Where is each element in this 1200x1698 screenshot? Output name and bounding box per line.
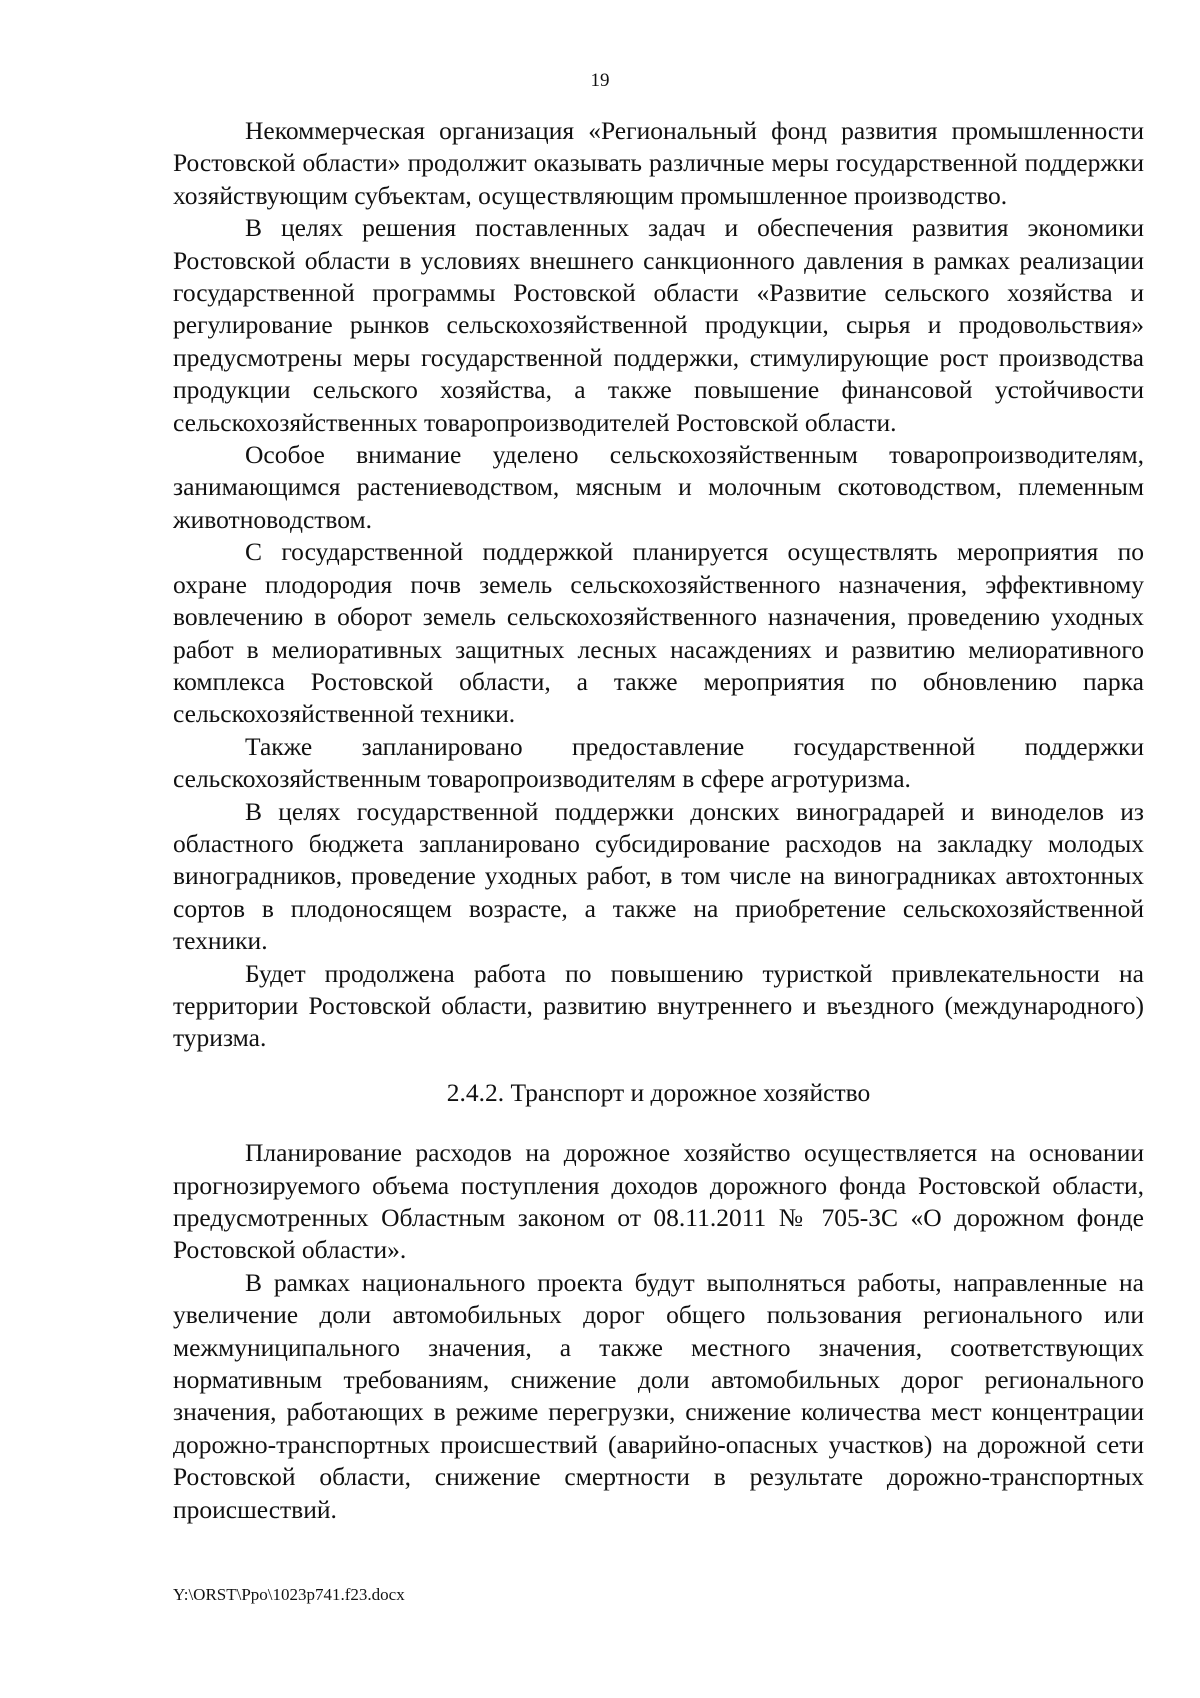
paragraph-road-fund: Планирование расходов на дорожное хозяйство осуществляется на основании прогнозируемого объема поступления доходов дорожного фонда Ростовской области, предусмотренных Областным законом от 08.11.2011 № 705-ЗС «О дорожном фонде Ростовской области». — [173, 1138, 1144, 1265]
paragraph-agrotourism: Также запланировано предоставление государственной поддержки сельскохозяйственным товаропроизводителям в сфере агротуризма. — [173, 731, 1144, 794]
paragraph-land-measures: С государственной поддержкой планируется осуществлять мероприятия по охране плодородия почв земель сельскохозяйственного назначения, эффективному вовлечению в оборот земель сельскохозяйственного назначения, проведению уходных работ в мелиоративных защитных лесных насаждениях и развитию мелиоративного комплекса Ростовской области, а также мероприятия по обновлению парка сельскохозяйственной техники. — [173, 537, 1144, 729]
paragraph-viticulture: В целях государственной поддержки донских виноградарей и виноделов из областного бюджета запланировано субсидирование расходов на закладку молодых виноградников, проведение уходных работ, в том числе на виноградниках автохтонных сортов в плодоносящем возрасте, а также на приобретение сельскохозяйственной техники. — [173, 796, 1144, 956]
paragraph-agri-producers: Особое внимание уделено сельскохозяйственным товаропроизводителям, занимающимся растениеводством, мясным и молочным скотоводством, племенным животноводством. — [173, 440, 1144, 534]
paragraph-national-project: В рамках национального проекта будут выполняться работы, направленные на увеличение доли автомобильных дорог общего пользования регионального или межмуниципального значения, а также местного значения, соответствующих нормативным требованиям, снижение доли автомобильных дорог регионального значения, работающих в режиме перегрузки, снижение количества мест концентрации дорожно-транспортных происшествий (аварийно-опасных участков) на дорожной сети Ростовской области, снижение смертности в результате дорожно-транспортных происшествий. — [173, 1267, 1144, 1524]
section-heading: 2.4.2. Транспорт и дорожное хозяйство — [446, 1077, 871, 1107]
paragraph-agriculture-program: В целях решения поставленных задач и обеспечения развития экономики Ростовской области в условиях внешнего санкционного давления в рамках реализации государственной программы Ростовской области «Развитие сельского хозяйства и регулирование рынков сельскохозяйственной продукции, сырья и продовольствия» предусмотрены меры государственной поддержки, стимулирующие рост производства продукции сельского хозяйства, а также повышение финансовой устойчивости сельскохозяйственных товаропроизводителей Ростовской области. — [173, 213, 1144, 437]
paragraph-industry-fund: Некоммерческая организация «Региональный фонд развития промышленности Ростовской области» продолжит оказывать различные меры государственной поддержки хозяйствующим субъектам, осуществляющим промышленное производство. — [173, 116, 1144, 210]
paragraph-tourism: Будет продолжена работа по повышению туристкой привлекательности на территории Ростовской области, развитию внутреннего и въездного (международного) туризма. — [173, 958, 1144, 1053]
footer-file-path: Y:\ORST\Ppo\1023p741.f23.docx — [173, 1585, 405, 1604]
page-number: 19 — [590, 70, 610, 91]
document-body — [173, 115, 1144, 1526]
